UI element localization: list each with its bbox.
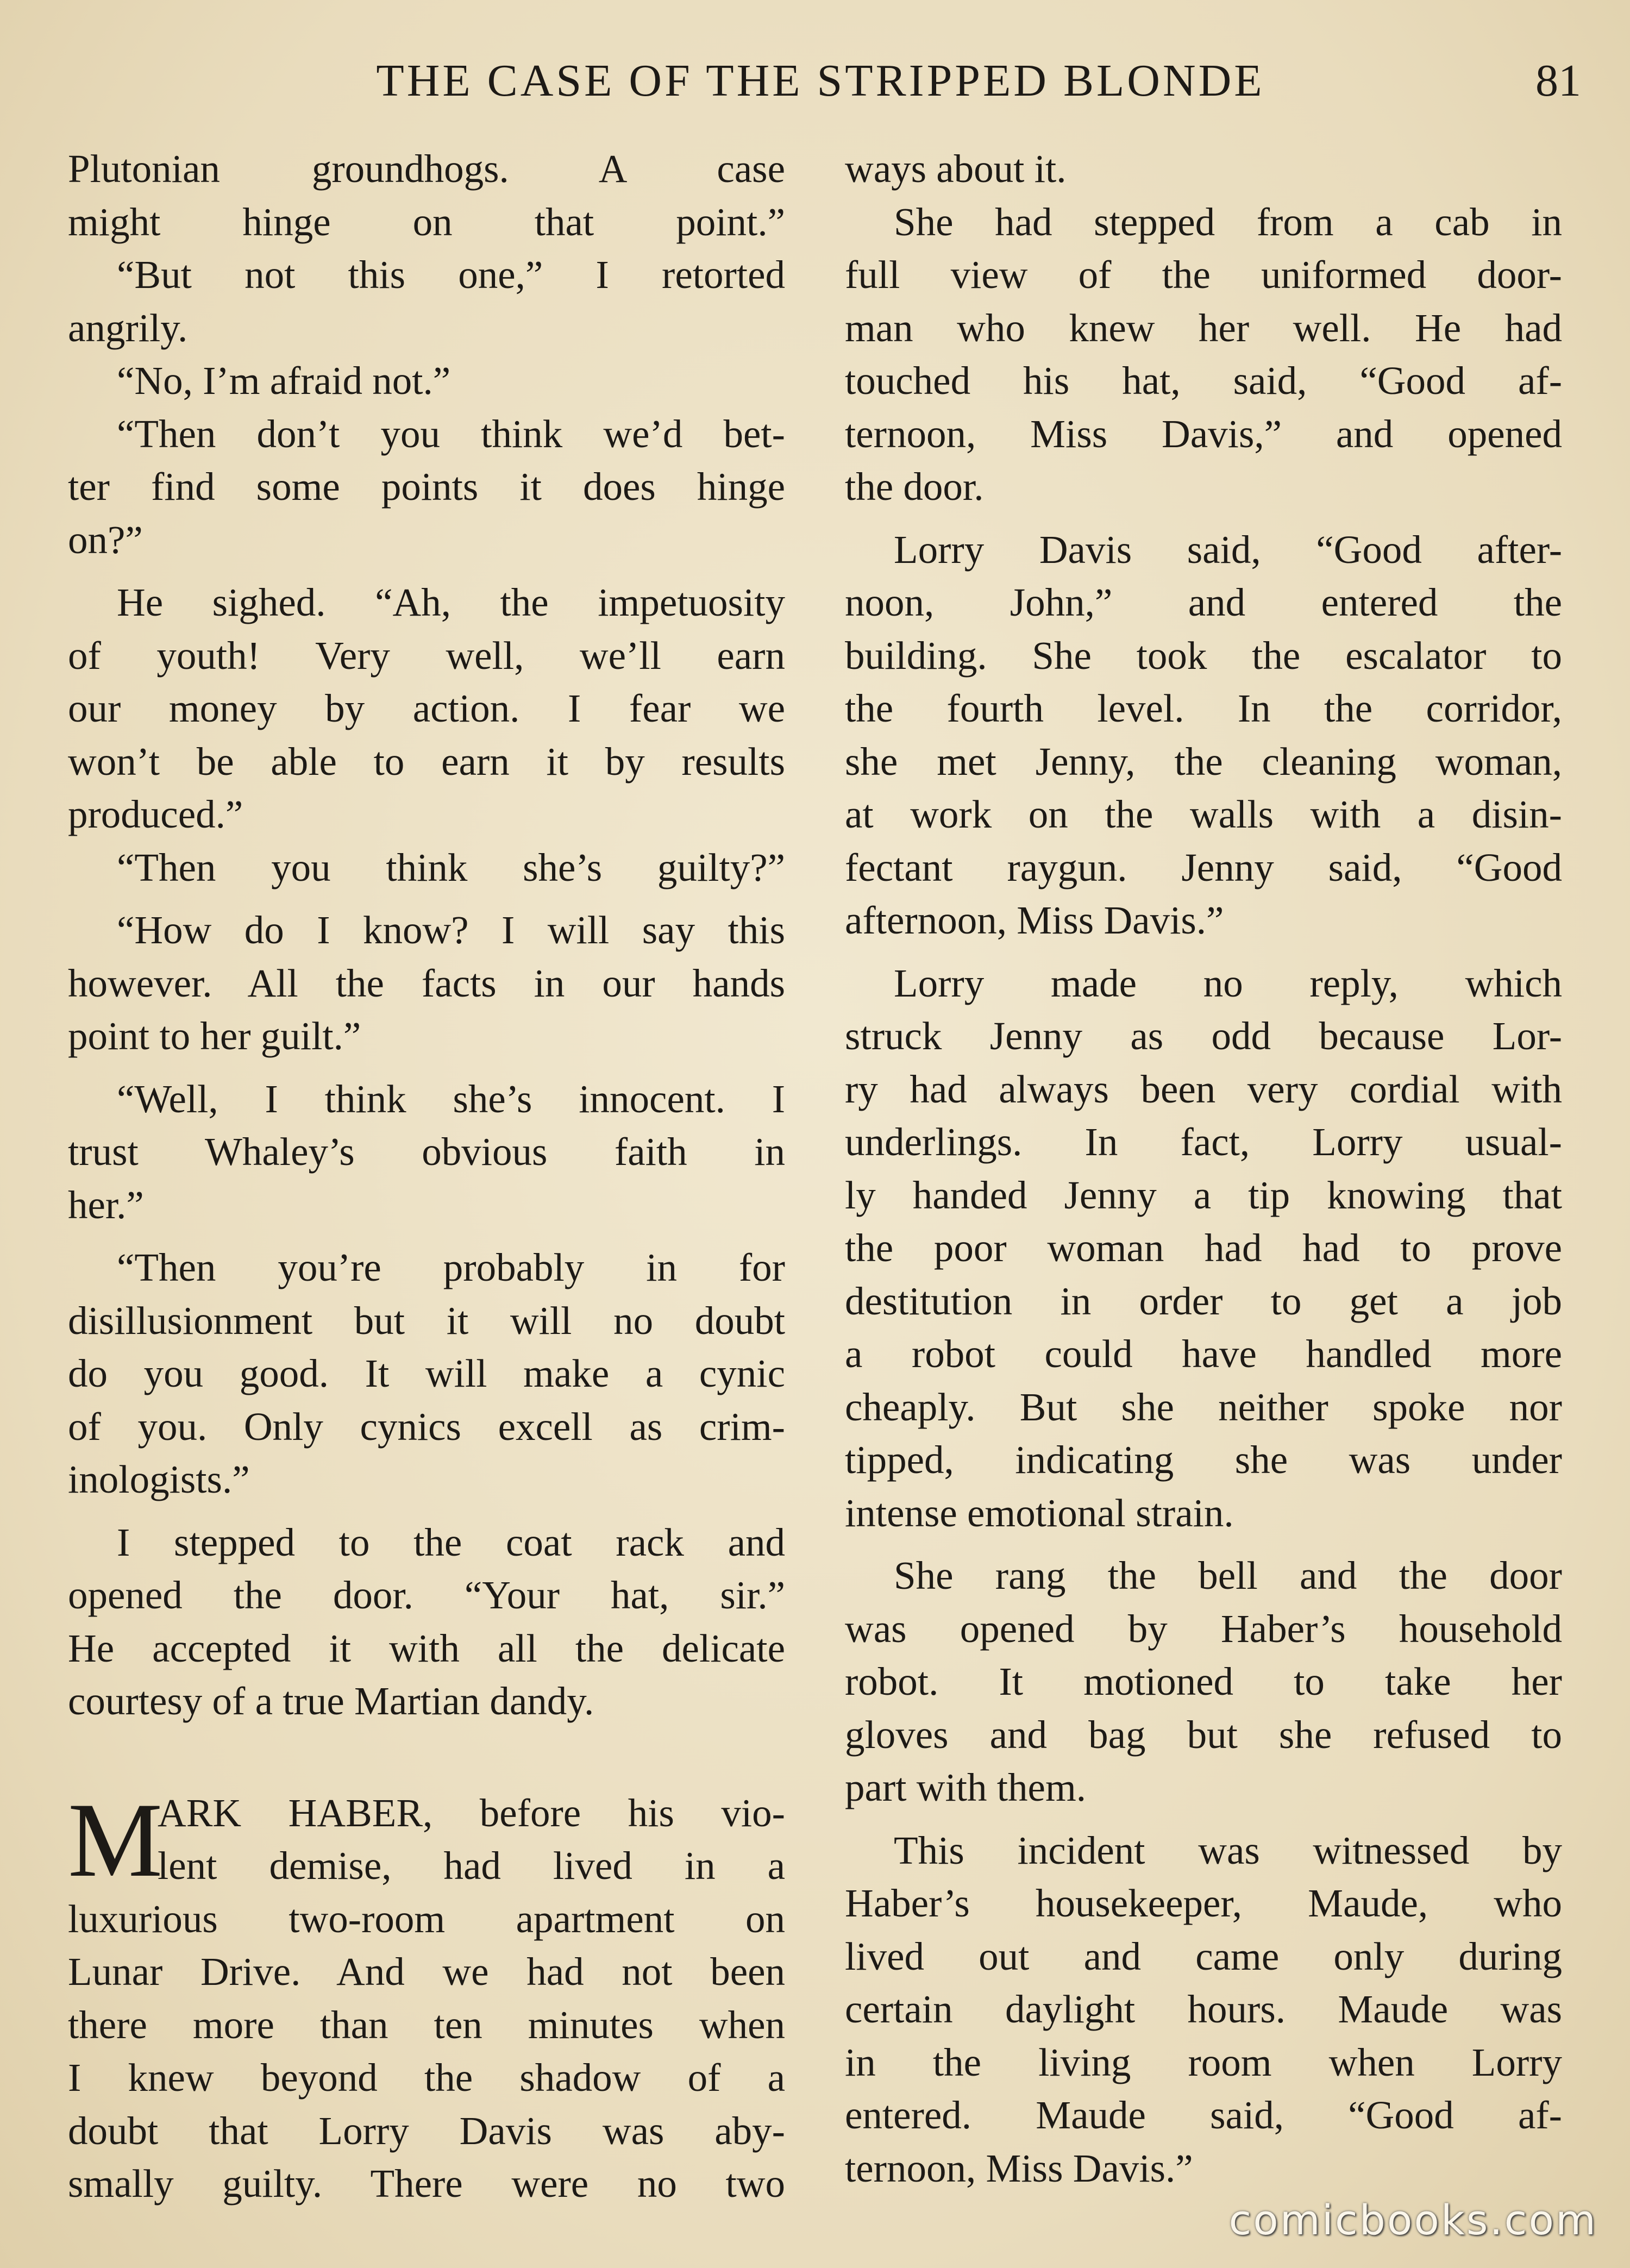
text-line: of you. Only cynics excell as crim- [68,1404,785,1449]
text-line: her.” [68,1182,144,1227]
text-line: She rang the bell and the door [894,1553,1562,1597]
text-line: Lorry Davis said, “Good after- [894,527,1562,572]
text-line: robot. It motioned to take her [845,1659,1562,1703]
text-line: ways about it. [845,147,1067,191]
text-line: might hinge on that point.” [68,199,785,244]
text-line: cheaply. But she neither spoke nor [845,1384,1562,1429]
text-line: afternoon, Miss Davis.” [845,898,1224,942]
left-column-text [68,142,785,1728]
right-column-text [845,142,1562,2195]
text-line: underlings. In fact, Lorry usual- [845,1120,1562,1164]
text-line: ly handed Jenny a tip knowing that [845,1173,1562,1217]
text-line: man who knew her well. He had [845,305,1562,350]
text-line: lived out and came only during [845,1934,1562,1978]
right-column [845,142,1562,2195]
text-line: struck Jenny as odd because Lor- [845,1014,1562,1058]
text-line: Lorry made no reply, which [894,961,1562,1005]
text-line: won’t be able to earn it by results [68,739,785,784]
text-line: a robot could have handled more [845,1332,1562,1376]
text-line: luxurious two-room apartment on [68,1896,785,1941]
text-line: “Well, I think she’s innocent. I [117,1076,785,1121]
text-line: the door. [845,465,984,509]
text-line: full view of the uniformed door- [845,253,1562,297]
text-line: part with them. [845,1765,1086,1809]
text-line: ternoon, Miss Davis,” and opened [845,411,1562,456]
text-line: point to her guilt.” [68,1014,361,1058]
text-line: however. All the facts in our hands [68,961,785,1005]
text-line: fectant raygun. Jenny said, “Good [845,845,1562,889]
text-line: She had stepped from a cab in [894,199,1562,244]
running-header [0,54,1630,120]
text-line: our money by action. I fear we [68,686,785,730]
left-column [68,142,785,2210]
text-line: trust Whaley’s obvious faith in [68,1130,785,1174]
text-line: building. She took the escalator to [845,633,1562,678]
text-line: “Then don’t you think we’d bet- [117,411,785,456]
text-line: “Then you’re probably in for [117,1245,785,1289]
text-line: Plutonian groundhogs. A case [68,147,785,191]
text-line: doubt that Lorry Davis was aby- [68,2108,785,2153]
text-line: in the living room when Lorry [845,2040,1562,2084]
text-line: inologists.” [68,1457,250,1501]
text-line: ry had always been very cordial with [845,1067,1562,1111]
dropcap-line: ARK HABER, before his vio- [158,1790,785,1835]
text-line: there more than ten minutes when [68,2002,785,2047]
text-line: noon, John,” and entered the [845,580,1562,624]
text-line: entered. Maude said, “Good af- [845,2093,1562,2137]
text-line: I knew beyond the shadow of a [68,2056,785,2100]
text-line: ter find some points it does hinge [68,465,785,509]
text-line: courtesy of a true Martian dandy. [68,1679,594,1723]
text-line: at work on the walls with a disin- [845,792,1562,836]
chapter-opening [68,1787,785,1893]
text-line: do you good. It will make a cynic [68,1351,785,1395]
text-line: angrily. [68,305,188,350]
page-number: 81 [1535,55,1581,106]
text-line: opened the door. “Your hat, sir.” [68,1573,785,1617]
text-line: Haber’s housekeeper, Maude, who [845,1881,1562,1925]
text-line: the poor woman had had to prove [845,1226,1562,1270]
text-line: He accepted it with all the delicate [68,1626,785,1670]
text-line: I stepped to the coat rack and [117,1520,785,1564]
drop-cap: M [68,1786,163,1893]
text-line: “How do I know? I will say this [117,908,785,952]
text-line: “No, I’m afraid not.” [117,359,451,403]
text-line: destitution in order to get a job [845,1279,1562,1323]
text-line: tipped, indicating she was under [845,1438,1562,1482]
text-line: This incident was witnessed by [894,1828,1562,1872]
text-line: touched his hat, said, “Good af- [845,359,1562,403]
text-line: He sighed. “Ah, the impetuosity [117,580,785,624]
running-title: THE CASE OF THE STRIPPED BLONDE [376,55,1265,106]
text-line: of youth! Very well, we’ll earn [68,633,785,678]
text-line: Lunar Drive. And we had not been [68,1950,785,1994]
text-line: “Then you think she’s guilty?” [117,845,785,889]
left-column-continued [68,1893,785,2210]
text-line: certain daylight hours. Maude was [845,1987,1562,2031]
text-line: produced.” [68,792,243,836]
text-line: disillusionment but it will no doubt [68,1298,785,1343]
text-line: smally guilty. There were no two [68,2162,785,2206]
text-line: ternoon, Miss Davis.” [845,2146,1193,2190]
text-line: was opened by Haber’s household [845,1606,1562,1651]
text-line: intense emotional strain. [845,1490,1234,1535]
text-line: gloves and bag but she refused to [845,1712,1562,1757]
watermark-logo: comicbooks.com [1228,2196,1597,2244]
text-line: she met Jenny, the cleaning woman, [845,739,1562,784]
text-line: on?” [68,517,143,562]
text-line: “But not this one,” I retorted [117,253,785,297]
dropcap-line: lent demise, had lived in a [158,1844,785,1888]
text-line: the fourth level. In the corridor, [845,686,1562,730]
